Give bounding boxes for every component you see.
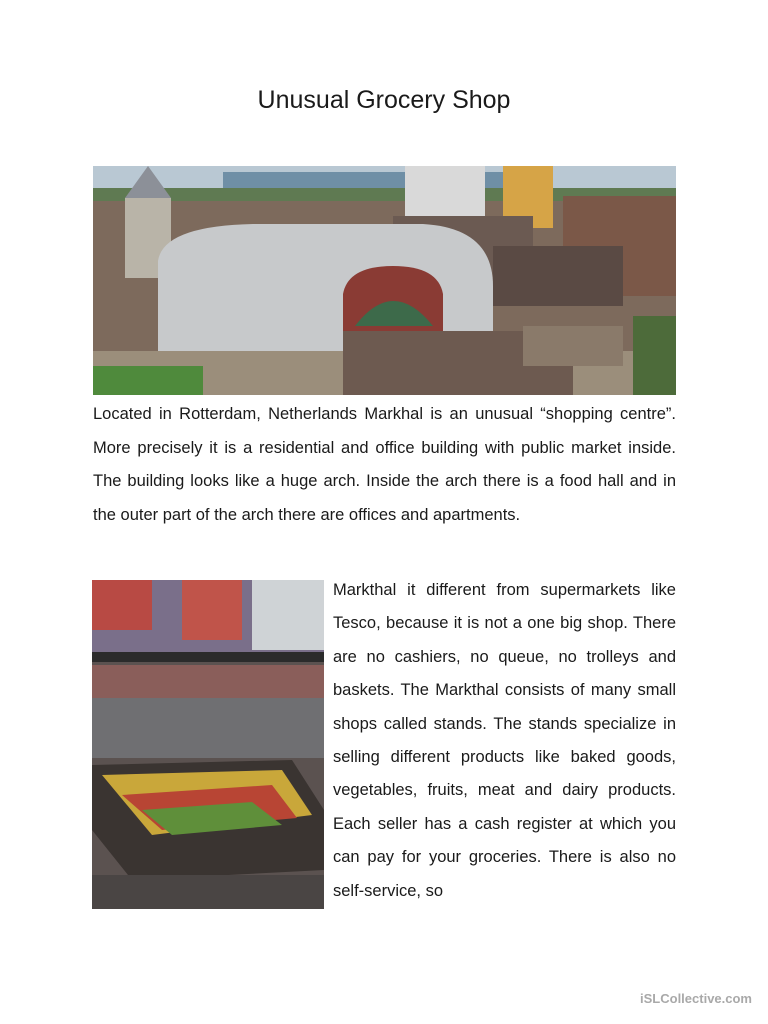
markthal-interior-photo <box>92 580 324 909</box>
markthal-exterior-photo <box>93 166 676 395</box>
paragraph-intro: Located in Rotterdam, Netherlands Markhal is an unusual “shopping centre”. More precisely it is a residential and office building with public market inside. The building looks like a huge arch. Inside the arch there is a food hall and in the outer part of the arch there are offices and apartments. <box>93 405 676 524</box>
document-title: Unusual Grocery Shop <box>257 86 511 114</box>
paragraph-markthal-difference: Markthal it different from supermarkets like Tesco, because it is not a one big shop. There are no cashiers, no queue, no trolleys and baskets. The Markthal consists of many small shops called stands. The stands specialize in selling different products like baked goods, vegetables, fruits, meat and dairy products. Each seller has a cash register at which you can pay for your groceries. There is also no self-service, so <box>333 581 676 900</box>
watermark: iSLCollective.com <box>640 991 752 1006</box>
